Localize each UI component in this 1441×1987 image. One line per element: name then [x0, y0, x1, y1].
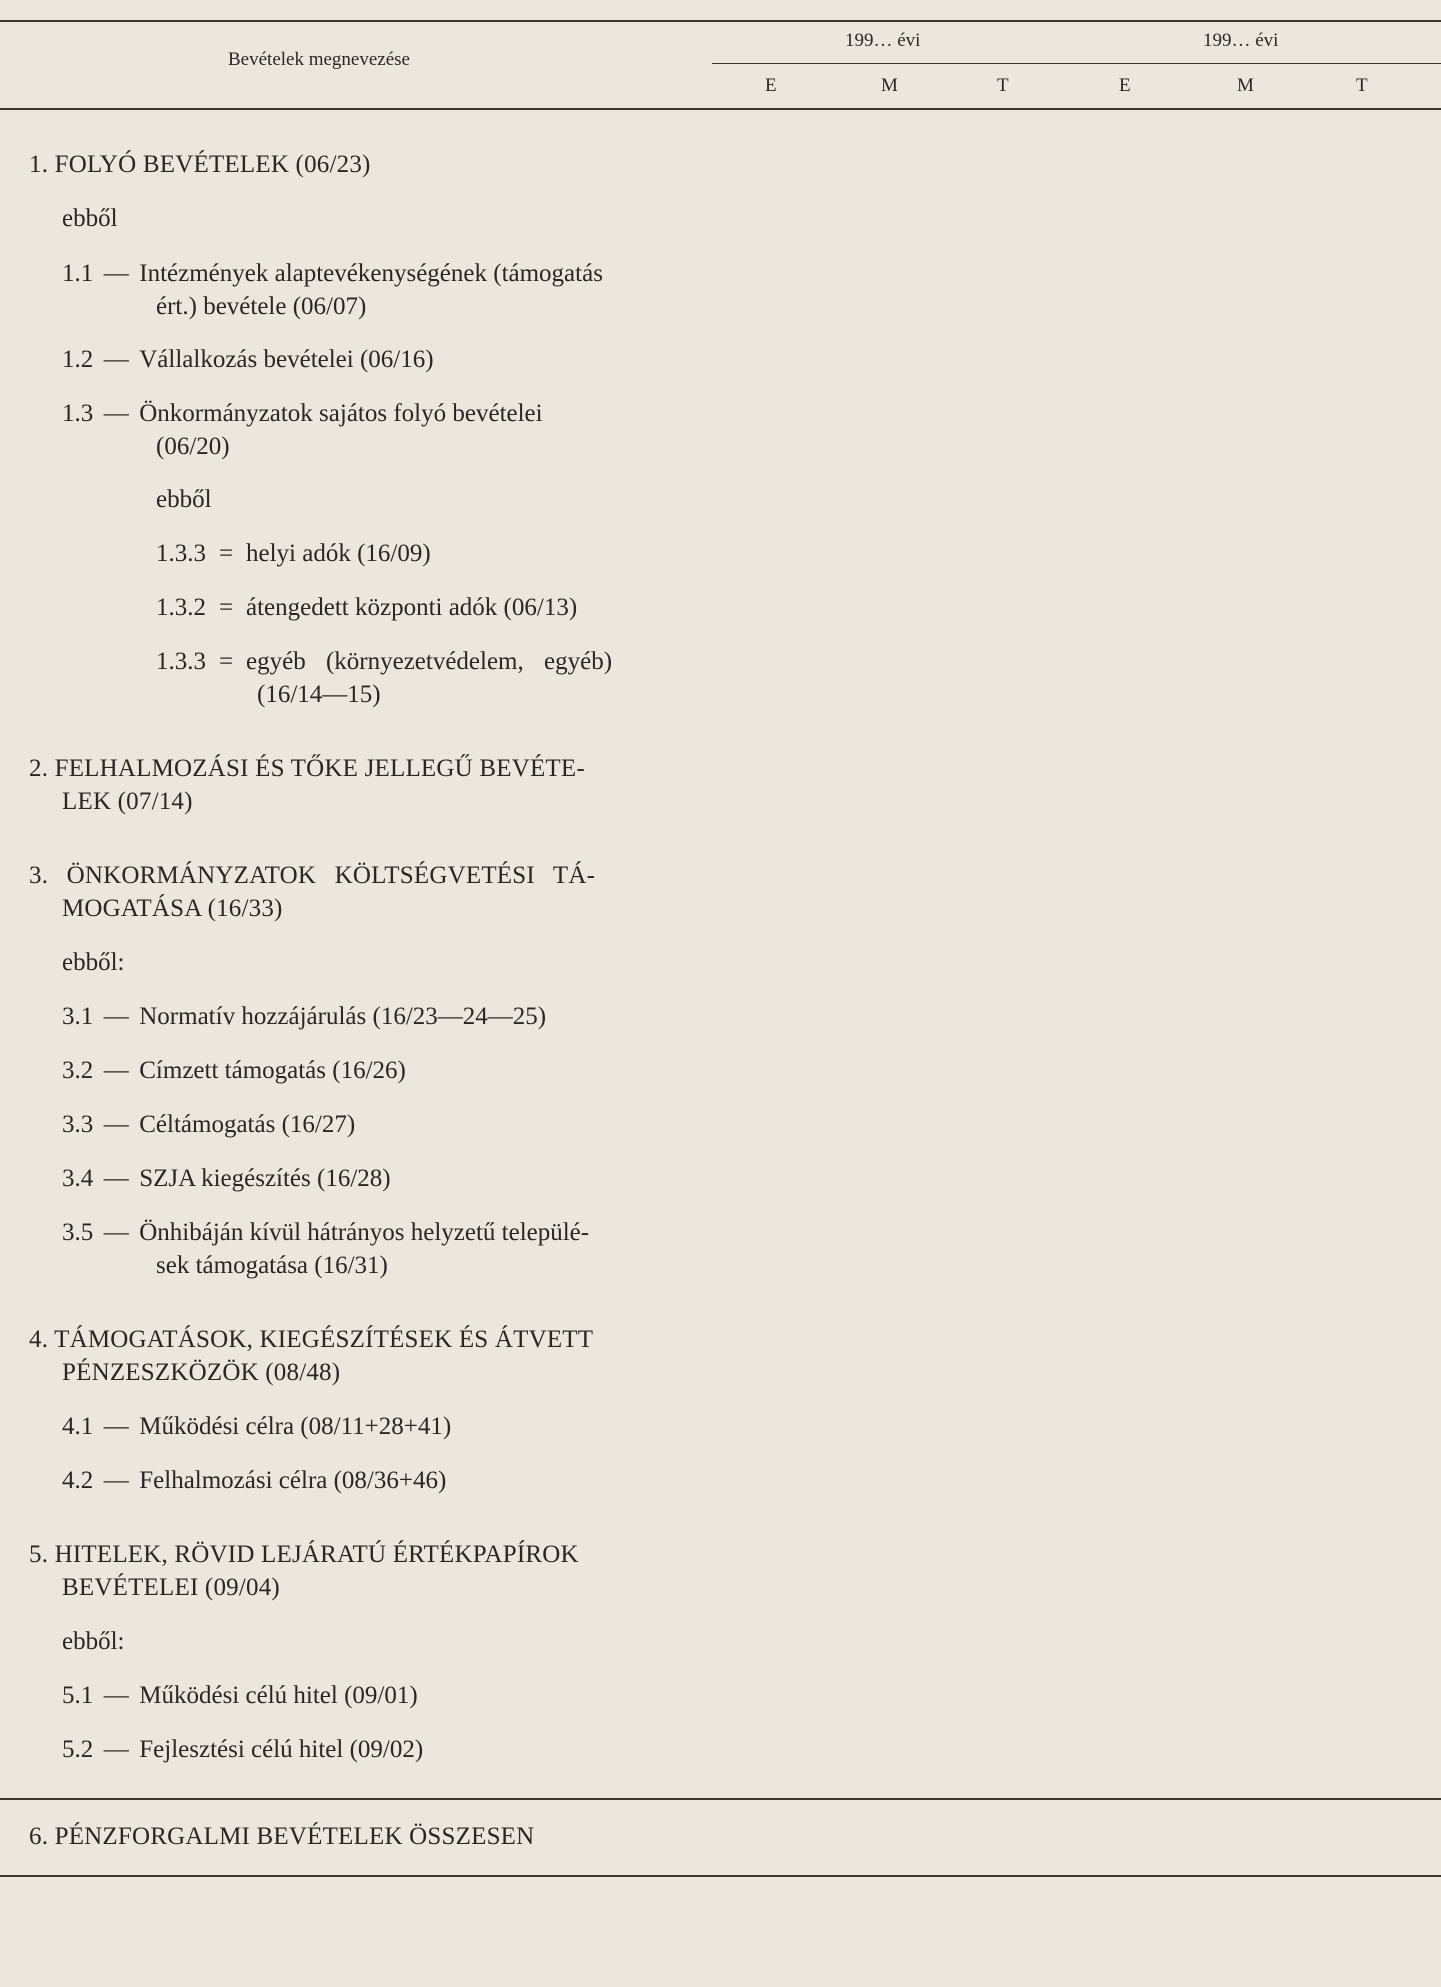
item-text: egyéb (környezetvédelem, egyéb)	[246, 648, 613, 675]
item-text: Önhibáján kívül hátrányos helyzetű települé-	[139, 1219, 590, 1246]
item-3-2	[62, 1055, 406, 1087]
sub-col-M-1: M	[881, 75, 898, 96]
item-1-3-3-a	[156, 538, 431, 570]
section-3-title-cont: MOGATÁSA (16/33)	[62, 895, 283, 922]
section-2-title: 2. FELHALMOZÁSI ÉS TŐKE JELLEGŰ BEVÉTE-	[29, 755, 585, 782]
item-3-5-cont: sek támogatása (16/31)	[156, 1252, 388, 1279]
section-3-ebbol: ebből:	[62, 949, 125, 976]
section-4-title-cont: PÉNZESZKÖZÖK (08/48)	[62, 1359, 341, 1386]
year-header-1: 199… évi	[845, 30, 921, 51]
section-1-title: 1. FOLYÓ BEVÉTELEK (06/23)	[29, 151, 371, 178]
dash: —	[103, 1219, 129, 1246]
item-text: helyi adók (16/09)	[246, 540, 431, 567]
item-number: 1.3.2	[156, 594, 206, 621]
year-divider-rule	[712, 63, 1441, 64]
item-5-2	[62, 1734, 423, 1766]
dash: —	[103, 1682, 129, 1709]
item-number: 3.3	[62, 1111, 94, 1138]
item-1-3-ebbol: ebből	[156, 486, 212, 513]
dash: —	[103, 1111, 129, 1138]
equals-sign: =	[218, 648, 234, 675]
dash: —	[103, 260, 129, 287]
item-text: Fejlesztési célú hitel (09/02)	[139, 1736, 424, 1763]
sub-col-T-2: T	[1356, 75, 1368, 96]
sub-col-E-1: E	[765, 75, 777, 96]
item-text: átengedett központi adók (06/13)	[246, 594, 578, 621]
dash: —	[103, 1467, 129, 1494]
dash: —	[103, 1003, 129, 1030]
sub-col-M-2: M	[1237, 75, 1254, 96]
item-3-4	[62, 1163, 391, 1195]
item-3-1	[62, 1001, 546, 1033]
item-1-1	[62, 258, 603, 290]
item-text: Felhalmozási célra (08/36+46)	[139, 1467, 447, 1494]
section-1-ebbol: ebből	[62, 205, 118, 232]
item-1-2	[62, 344, 434, 376]
column-label-revenue-name: Bevételek megnevezése	[228, 49, 410, 70]
item-number: 4.2	[62, 1467, 94, 1494]
item-number: 3.4	[62, 1165, 94, 1192]
item-text: Működési célra (08/11+28+41)	[139, 1413, 452, 1440]
dash: —	[103, 400, 129, 427]
section-5-title-cont: BEVÉTELEI (09/04)	[62, 1574, 280, 1601]
item-text: Céltámogatás (16/27)	[139, 1111, 356, 1138]
header-top-rule	[0, 20, 1441, 22]
year-header-2: 199… évi	[1203, 30, 1279, 51]
sub-col-E-2: E	[1119, 75, 1131, 96]
dash: —	[103, 1413, 129, 1440]
section-4-title: 4. TÁMOGATÁSOK, KIEGÉSZÍTÉSEK ÉS ÁTVETT	[29, 1326, 594, 1353]
dash: —	[103, 1736, 129, 1763]
section-5-ebbol: ebből:	[62, 1628, 125, 1655]
dash: —	[103, 346, 129, 373]
item-text: Működési célú hitel (09/01)	[139, 1682, 418, 1709]
item-number: 5.1	[62, 1682, 94, 1709]
item-1-3-3-b-cont: (16/14—15)	[257, 681, 381, 708]
section-3-title: 3. ÖNKORMÁNYZATOK KÖLTSÉGVETÉSI TÁ-	[29, 862, 596, 889]
item-text: Normatív hozzájárulás (16/23—24—25)	[139, 1003, 547, 1030]
section-2-title-cont: LEK (07/14)	[62, 788, 193, 815]
item-1-1-cont: ért.) bevétele (06/07)	[156, 293, 367, 320]
item-number: 1.1	[62, 260, 94, 287]
item-text: Vállalkozás bevételei (06/16)	[139, 346, 434, 373]
item-1-3-cont: (06/20)	[156, 433, 230, 460]
section-6-title: 6. PÉNZFORGALMI BEVÉTELEK ÖSSZESEN	[29, 1823, 535, 1850]
total-top-rule	[0, 1798, 1441, 1800]
item-number: 3.2	[62, 1057, 94, 1084]
section-5-title: 5. HITELEK, RÖVID LEJÁRATÚ ÉRTÉKPAPÍROK	[29, 1541, 579, 1568]
item-1-3-3-b	[156, 646, 612, 678]
item-number: 5.2	[62, 1736, 94, 1763]
item-number: 4.1	[62, 1413, 94, 1440]
item-1-3	[62, 398, 543, 430]
item-number: 1.3.3	[156, 648, 206, 675]
item-text: Címzett támogatás (16/26)	[139, 1057, 406, 1084]
dash: —	[103, 1165, 129, 1192]
item-number: 3.5	[62, 1219, 94, 1246]
item-number: 1.2	[62, 346, 94, 373]
item-text: Intézmények alaptevékenységének (támogatás	[139, 260, 603, 287]
dash: —	[103, 1057, 129, 1084]
item-number: 1.3	[62, 400, 94, 427]
equals-sign: =	[218, 594, 234, 621]
sub-col-T-1: T	[997, 75, 1009, 96]
item-number: 1.3.3	[156, 540, 206, 567]
item-number: 3.1	[62, 1003, 94, 1030]
item-5-1	[62, 1680, 418, 1712]
item-3-3	[62, 1109, 355, 1141]
equals-sign: =	[218, 540, 234, 567]
item-1-3-2	[156, 592, 577, 624]
total-bottom-rule	[0, 1875, 1441, 1877]
item-4-2	[62, 1465, 446, 1497]
item-4-1	[62, 1411, 451, 1443]
header-bottom-rule	[0, 108, 1441, 110]
item-text: Önkormányzatok sajátos folyó bevételei	[139, 400, 543, 427]
item-text: SZJA kiegészítés (16/28)	[139, 1165, 391, 1192]
item-3-5	[62, 1217, 589, 1249]
